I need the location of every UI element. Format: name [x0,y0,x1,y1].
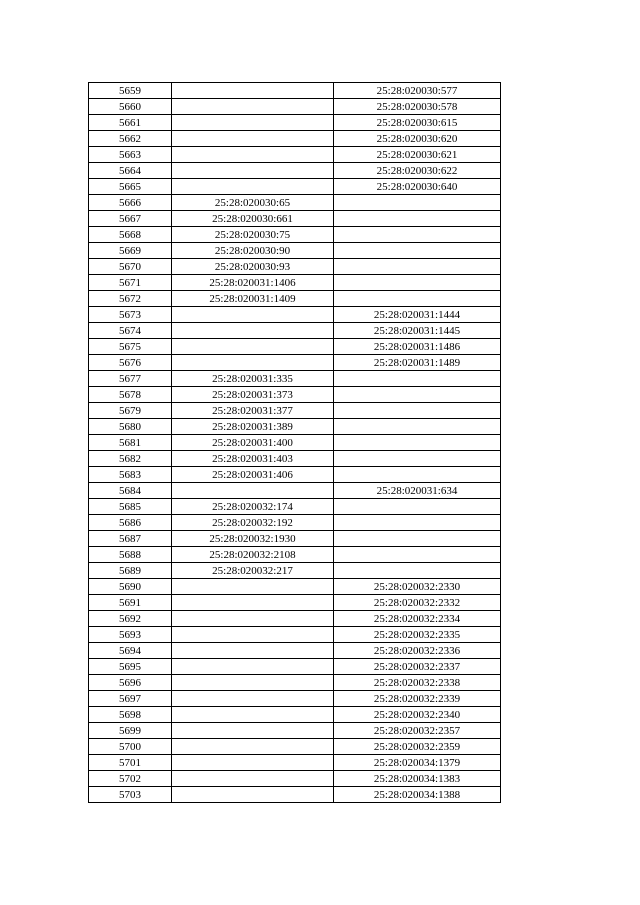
cadastral-number-cell-left [172,675,334,691]
row-number-cell: 5698 [89,707,172,723]
row-number-cell: 5693 [89,627,172,643]
row-number-cell: 5675 [89,339,172,355]
cadastral-number-cell-right [334,467,501,483]
table-row [89,403,501,419]
cadastral-number-cell-right: 25:28:020030:577 [334,83,501,99]
table-body [89,83,501,803]
row-number-cell: 5688 [89,547,172,563]
cadastral-number-cell-right [334,211,501,227]
cadastral-number-cell-left [172,707,334,723]
cadastral-number-cell-left: 25:28:020031:406 [172,467,334,483]
row-number-cell: 5668 [89,227,172,243]
row-number-cell: 5660 [89,99,172,115]
cadastral-number-cell-left [172,627,334,643]
cadastral-number-cell-left [172,115,334,131]
cadastral-number-cell-right: 25:28:020030:578 [334,99,501,115]
table-row [89,259,501,275]
table-row [89,451,501,467]
cadastral-number-cell-right [334,435,501,451]
cadastral-number-cell-right [334,419,501,435]
row-number-cell: 5659 [89,83,172,99]
row-number-cell: 5676 [89,355,172,371]
cadastral-number-table [88,82,501,803]
row-number-cell: 5703 [89,787,172,803]
row-number-cell: 5664 [89,163,172,179]
table-row [89,467,501,483]
table-row [89,595,501,611]
cadastral-number-cell-right: 25:28:020032:2340 [334,707,501,723]
table-row [89,291,501,307]
cadastral-number-cell-right [334,499,501,515]
cadastral-number-cell-left [172,755,334,771]
row-number-cell: 5692 [89,611,172,627]
table-row [89,675,501,691]
cadastral-number-cell-left: 25:28:020032:1930 [172,531,334,547]
row-number-cell: 5695 [89,659,172,675]
cadastral-number-cell-right: 25:28:020031:634 [334,483,501,499]
cadastral-number-cell-right: 25:28:020034:1383 [334,771,501,787]
cadastral-number-cell-left: 25:28:020031:1409 [172,291,334,307]
cadastral-number-cell-right [334,547,501,563]
table-row [89,227,501,243]
table-row [89,563,501,579]
row-number-cell: 5694 [89,643,172,659]
cadastral-number-cell-left [172,323,334,339]
cadastral-number-cell-left [172,595,334,611]
table-row [89,339,501,355]
row-number-cell: 5691 [89,595,172,611]
table-row [89,195,501,211]
cadastral-number-cell-left [172,659,334,675]
table-row [89,179,501,195]
row-number-cell: 5674 [89,323,172,339]
cadastral-number-cell-left: 25:28:020031:377 [172,403,334,419]
table-row [89,499,501,515]
row-number-cell: 5686 [89,515,172,531]
row-number-cell: 5701 [89,755,172,771]
table-row [89,691,501,707]
row-number-cell: 5680 [89,419,172,435]
row-number-cell: 5682 [89,451,172,467]
cadastral-number-cell-right [334,291,501,307]
cadastral-number-cell-left: 25:28:020031:400 [172,435,334,451]
cadastral-number-cell-right: 25:28:020030:620 [334,131,501,147]
cadastral-number-cell-left: 25:28:020031:1406 [172,275,334,291]
table-row [89,659,501,675]
row-number-cell: 5667 [89,211,172,227]
table-row [89,755,501,771]
row-number-cell: 5663 [89,147,172,163]
row-number-cell: 5687 [89,531,172,547]
cadastral-number-cell-left: 25:28:020030:93 [172,259,334,275]
row-number-cell: 5672 [89,291,172,307]
row-number-cell: 5661 [89,115,172,131]
cadastral-number-cell-left: 25:28:020030:90 [172,243,334,259]
cadastral-number-cell-left [172,691,334,707]
cadastral-number-cell-left: 25:28:020031:373 [172,387,334,403]
table-row [89,547,501,563]
cadastral-number-cell-left [172,99,334,115]
row-number-cell: 5702 [89,771,172,787]
cadastral-number-cell-left [172,723,334,739]
cadastral-number-cell-left: 25:28:020031:403 [172,451,334,467]
cadastral-number-cell-left [172,179,334,195]
cadastral-number-cell-left [172,739,334,755]
cadastral-number-cell-left [172,355,334,371]
cadastral-number-cell-left: 25:28:020032:217 [172,563,334,579]
table-row [89,707,501,723]
row-number-cell: 5670 [89,259,172,275]
row-number-cell: 5690 [89,579,172,595]
row-number-cell: 5665 [89,179,172,195]
table-row [89,307,501,323]
cadastral-number-cell-right: 25:28:020032:2336 [334,643,501,659]
cadastral-number-cell-right: 25:28:020032:2335 [334,627,501,643]
cadastral-number-cell-right: 25:28:020032:2330 [334,579,501,595]
row-number-cell: 5666 [89,195,172,211]
cadastral-number-cell-right: 25:28:020031:1445 [334,323,501,339]
table-row [89,147,501,163]
cadastral-number-cell-left [172,339,334,355]
cadastral-number-cell-left: 25:28:020030:75 [172,227,334,243]
cadastral-number-cell-right: 25:28:020032:2339 [334,691,501,707]
table-row [89,579,501,595]
table-row [89,723,501,739]
table-row [89,435,501,451]
cadastral-number-cell-right [334,515,501,531]
table-row [89,355,501,371]
table-row [89,371,501,387]
row-number-cell: 5699 [89,723,172,739]
cadastral-number-cell-left [172,83,334,99]
cadastral-number-cell-right [334,451,501,467]
cadastral-number-cell-left: 25:28:020030:661 [172,211,334,227]
cadastral-number-cell-left [172,483,334,499]
table-row [89,323,501,339]
table-row [89,275,501,291]
table-row [89,387,501,403]
cadastral-number-cell-left [172,611,334,627]
table-row [89,115,501,131]
cadastral-number-cell-right [334,531,501,547]
table-row [89,483,501,499]
cadastral-number-cell-right: 25:28:020032:2338 [334,675,501,691]
row-number-cell: 5679 [89,403,172,419]
row-number-cell: 5696 [89,675,172,691]
cadastral-number-cell-left: 25:28:020030:65 [172,195,334,211]
row-number-cell: 5673 [89,307,172,323]
cadastral-number-cell-right [334,563,501,579]
row-number-cell: 5669 [89,243,172,259]
cadastral-number-cell-right: 25:28:020034:1388 [334,787,501,803]
row-number-cell: 5662 [89,131,172,147]
cadastral-number-cell-left [172,771,334,787]
cadastral-number-cell-right: 25:28:020032:2357 [334,723,501,739]
cadastral-number-cell-right: 25:28:020030:622 [334,163,501,179]
table-row [89,211,501,227]
cadastral-number-cell-right [334,259,501,275]
cadastral-number-cell-left: 25:28:020032:192 [172,515,334,531]
cadastral-number-cell-right: 25:28:020030:621 [334,147,501,163]
row-number-cell: 5681 [89,435,172,451]
table-row [89,99,501,115]
row-number-cell: 5689 [89,563,172,579]
cadastral-number-cell-left: 25:28:020031:389 [172,419,334,435]
table-row [89,83,501,99]
cadastral-number-cell-right: 25:28:020032:2359 [334,739,501,755]
table-row [89,419,501,435]
cadastral-number-cell-right: 25:28:020031:1444 [334,307,501,323]
cadastral-number-cell-left [172,643,334,659]
cadastral-number-cell-right [334,403,501,419]
table-row [89,131,501,147]
row-number-cell: 5678 [89,387,172,403]
row-number-cell: 5683 [89,467,172,483]
cadastral-number-cell-right: 25:28:020030:615 [334,115,501,131]
cadastral-number-cell-right: 25:28:020032:2332 [334,595,501,611]
table-row [89,643,501,659]
table-row [89,771,501,787]
cadastral-number-cell-right: 25:28:020034:1379 [334,755,501,771]
table-row [89,739,501,755]
row-number-cell: 5697 [89,691,172,707]
cadastral-number-cell-left: 25:28:020031:335 [172,371,334,387]
table-row [89,787,501,803]
cadastral-number-cell-right [334,371,501,387]
cadastral-number-cell-right [334,227,501,243]
cadastral-number-cell-right [334,243,501,259]
cadastral-number-cell-left [172,787,334,803]
cadastral-number-cell-left [172,163,334,179]
cadastral-number-cell-left [172,131,334,147]
cadastral-number-cell-right: 25:28:020030:640 [334,179,501,195]
cadastral-number-cell-right [334,387,501,403]
cadastral-number-cell-right: 25:28:020032:2334 [334,611,501,627]
cadastral-number-cell-left: 25:28:020032:2108 [172,547,334,563]
cadastral-number-cell-right [334,275,501,291]
table-row [89,163,501,179]
cadastral-number-cell-left: 25:28:020032:174 [172,499,334,515]
row-number-cell: 5700 [89,739,172,755]
cadastral-number-cell-left [172,579,334,595]
table-row [89,243,501,259]
cadastral-number-cell-left [172,147,334,163]
cadastral-number-cell-right: 25:28:020031:1489 [334,355,501,371]
row-number-cell: 5677 [89,371,172,387]
row-number-cell: 5671 [89,275,172,291]
row-number-cell: 5684 [89,483,172,499]
cadastral-number-cell-right: 25:28:020032:2337 [334,659,501,675]
table-row [89,515,501,531]
table-row [89,627,501,643]
table-row [89,531,501,547]
cadastral-number-cell-left [172,307,334,323]
cadastral-number-cell-right: 25:28:020031:1486 [334,339,501,355]
row-number-cell: 5685 [89,499,172,515]
table-row [89,611,501,627]
cadastral-number-cell-right [334,195,501,211]
